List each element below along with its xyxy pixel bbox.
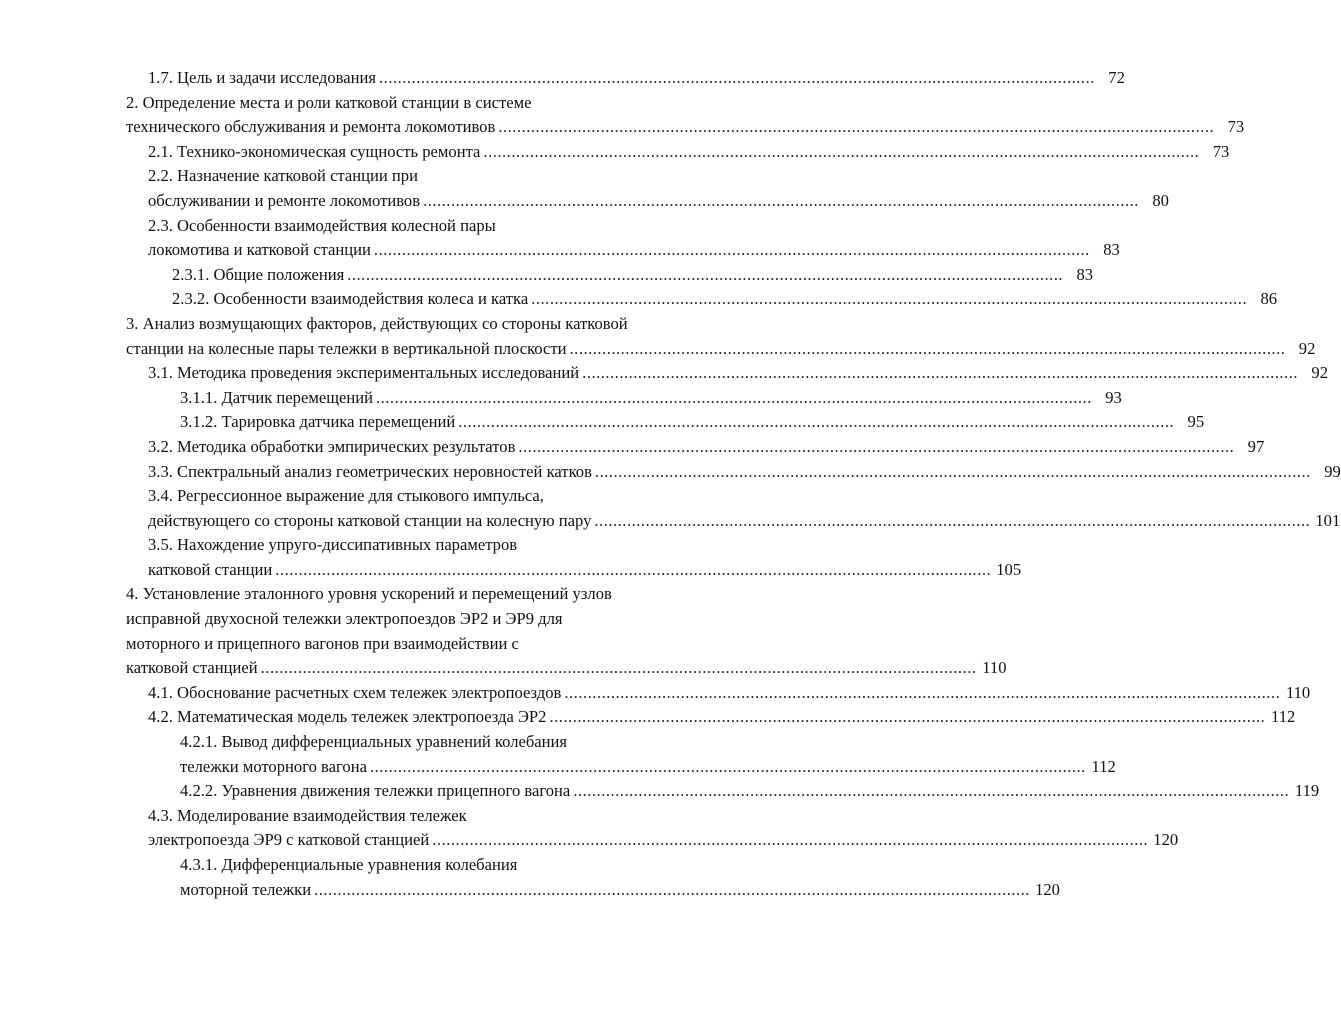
toc-entry-page: 110 [1285, 682, 1311, 702]
toc-entry-title: моторной тележки [180, 879, 312, 899]
toc-line [0, 779, 1320, 804]
toc-entry-page: 120 [1153, 830, 1179, 850]
dot-leader: .......................................................................................................................................................... [379, 68, 1095, 87]
toc-entry-title: действующего со стороны катковой станции на колесную пару [148, 510, 592, 530]
toc-entry-title: 3.1.2. Тарировка датчика перемещений [180, 412, 456, 432]
toc-entry-title: катковой станции [148, 559, 273, 579]
toc-entry-title: 2.3.2. Особенности взаимодействия колеса и катка [172, 289, 529, 309]
toc-entry-title: 4.2. Математическая модель тележек электропоезда ЭР2 [148, 707, 547, 727]
toc-line [0, 853, 794, 878]
toc-entry-page: 93 [1105, 387, 1122, 407]
dot-leader: .......................................................................................................................................................... [369, 756, 1086, 776]
toc-entry-title: локомотива и катковой станции [148, 240, 371, 260]
toc-line [0, 337, 1316, 362]
toc-entry-title: 4. Установление эталонного уровня ускорений и перемещений узлов [126, 584, 612, 604]
toc-line [0, 66, 1125, 91]
toc-entry-title: 2. Определение места и роли катковой станции в системе [126, 92, 532, 112]
toc-entry-title: 2.2. Назначение катковой станции при [148, 166, 418, 186]
toc-entry-page: 86 [1260, 289, 1278, 309]
toc-entry-page: 97 [1247, 436, 1265, 456]
dot-leader: .......................................................................................................................................................... [569, 338, 1286, 358]
toc-line [0, 632, 794, 657]
toc-line [0, 361, 1328, 386]
toc-line [0, 263, 1094, 288]
dot-leader: .......................................................................................................................................................... [594, 461, 1311, 481]
toc-entry-title: моторного и прицепного вагонов при взаимодействии с [126, 633, 519, 653]
toc-entry-page: 95 [1187, 412, 1205, 432]
toc-line [0, 386, 1122, 411]
toc-entry [148, 828, 1179, 853]
toc-line [0, 582, 794, 607]
dot-leader: .......................................................................................................................................................... [275, 559, 992, 579]
toc-entry-title: 3. Анализ возмущающих факторов, действующих со стороны катковой [126, 313, 628, 333]
table-of-contents [0, 66, 1341, 902]
toc-entry-page: 80 [1152, 190, 1169, 210]
toc-entry-title: 3.4. Регрессионное выражение для стыкового импульса, [148, 486, 544, 506]
toc-entry-page: 83 [1103, 240, 1120, 260]
toc-entry-title: 2.1. Технико-экономическая сущность ремонта [148, 141, 481, 161]
toc-entry [172, 263, 1094, 288]
toc-entry-page: 105 [996, 559, 1022, 579]
toc-line [0, 558, 1022, 583]
dot-leader: .......................................................................................................................................................... [531, 289, 1248, 309]
dot-leader: .......................................................................................................................................................... [458, 412, 1175, 432]
toc-entry-page: 99 [1324, 461, 1341, 481]
toc-entry [126, 115, 1245, 140]
toc-entry [126, 656, 1007, 681]
toc-entry-title: электропоезда ЭР9 с катковой станцией [148, 830, 430, 850]
toc-line [0, 681, 1311, 706]
toc-line [0, 804, 794, 829]
toc-entry-title: обслуживании и ремонте локомотивов [148, 190, 421, 210]
toc-line [0, 460, 1341, 485]
toc-entry [148, 361, 1328, 386]
toc-entry-title: 3.1. Методика проведения экспериментальных исследований [148, 363, 580, 383]
toc-line [0, 705, 1296, 730]
toc-entry-title: 4.1. Обоснование расчетных схем тележек электропоездов [148, 682, 562, 702]
toc-entry [148, 189, 1169, 214]
toc-entry [180, 779, 1320, 804]
toc-line [0, 730, 794, 755]
toc-entry-page: 112 [1271, 707, 1296, 727]
toc-entry-title: 4.3. Моделирование взаимодействия тележек [148, 805, 467, 825]
dot-leader: .......................................................................................................................................................... [582, 363, 1298, 383]
toc-line [0, 312, 794, 337]
toc-entry-title: 1.7. Цель и задачи исследования [148, 68, 377, 87]
dot-leader: .......................................................................................................................................................... [518, 436, 1235, 456]
toc-entry-page: 92 [1298, 338, 1316, 358]
toc-entry-page: 72 [1108, 68, 1125, 87]
toc-entry-page: 110 [982, 658, 1007, 678]
toc-entry-title: 3.3. Спектральный анализ геометрических неровностей катков [148, 461, 592, 481]
dot-leader: .......................................................................................................................................................... [347, 264, 1064, 284]
toc-entry [148, 558, 1022, 583]
toc-line [0, 509, 1341, 534]
toc-line [0, 189, 1169, 214]
toc-line [0, 828, 1179, 853]
toc-entry [148, 509, 1341, 534]
toc-entry-title: 3.1.1. Датчик перемещений [180, 387, 373, 407]
toc-line [0, 878, 1060, 903]
toc-entry-title: технического обслуживания и ремонта локомотивов [126, 117, 496, 137]
toc-entry-page: 83 [1076, 264, 1094, 284]
toc-entry-title: станции на колесные пары тележки в вертикальной плоскости [126, 338, 567, 358]
toc-entry-title: 2.3. Особенности взаимодействия колесной пары [148, 215, 496, 235]
toc-entry-title: 4.3.1. Дифференциальные уравнения колебания [180, 855, 518, 874]
dot-leader: .......................................................................................................................................................... [549, 707, 1266, 727]
dot-leader: .......................................................................................................................................................... [573, 781, 1290, 801]
toc-line [0, 164, 794, 189]
dot-leader: .......................................................................................................................................................... [498, 117, 1215, 137]
toc-entry-title: катковой станцией [126, 658, 258, 678]
dot-leader: .......................................................................................................................................................... [375, 387, 1092, 407]
toc-entry-page: 92 [1311, 363, 1328, 383]
toc-entry [180, 386, 1122, 411]
toc-line [0, 484, 794, 509]
toc-line [0, 607, 794, 632]
toc-line [0, 287, 1278, 312]
toc-entry-title: 3.5. Нахождение упруго-диссипативных параметров [148, 535, 518, 555]
toc-entry [148, 460, 1341, 485]
toc-entry [148, 66, 1125, 91]
toc-entry [148, 238, 1120, 263]
toc-entry [126, 337, 1316, 362]
toc-entry-page: 119 [1294, 781, 1320, 801]
dot-leader: .......................................................................................................................................................... [373, 240, 1090, 260]
toc-entry-page: 112 [1091, 756, 1116, 776]
toc-entry-title: 4.2.1. Вывод дифференциальных уравнений колебания [180, 732, 568, 752]
toc-entry-page: 120 [1035, 879, 1060, 899]
dot-leader: .......................................................................................................................................................... [483, 141, 1200, 161]
toc-entry-title: 2.3.1. Общие положения [172, 264, 345, 284]
toc-entry [180, 410, 1205, 435]
dot-leader: .......................................................................................................................................................... [564, 682, 1281, 702]
toc-entry [148, 705, 1296, 730]
toc-entry-title: исправной двухосной тележки электропоездов ЭР2 и ЭР9 для [126, 609, 563, 629]
toc-entry [148, 435, 1265, 460]
dot-leader: .......................................................................................................................................................... [432, 830, 1149, 850]
toc-line [0, 533, 794, 558]
toc-line [0, 214, 794, 239]
toc-entry [148, 140, 1230, 165]
toc-entry [148, 681, 1311, 706]
toc-line [0, 410, 1205, 435]
toc-entry-title: тележки моторного вагона [180, 756, 367, 776]
toc-line [0, 91, 794, 116]
toc-entry [180, 755, 1116, 780]
dot-leader: .......................................................................................................................................................... [260, 658, 977, 678]
toc-entry-page: 73 [1227, 117, 1245, 137]
toc-line [0, 435, 1265, 460]
toc-entry-title: 4.2.2. Уравнения движения тележки прицепного вагона [180, 781, 571, 801]
toc-line [0, 656, 1007, 681]
toc-line [0, 755, 1116, 780]
dot-leader: .......................................................................................................................................................... [423, 190, 1139, 210]
toc-line [0, 238, 1120, 263]
dot-leader: .......................................................................................................................................................... [314, 879, 1030, 899]
toc-line [0, 115, 1245, 140]
toc-entry [180, 878, 1060, 903]
toc-entry-page: 73 [1212, 141, 1230, 161]
toc-entry-page: 101 [1315, 510, 1341, 530]
toc-entry [172, 287, 1278, 312]
toc-entry-title: 3.2. Методика обработки эмпирических результатов [148, 436, 516, 456]
dot-leader: .......................................................................................................................................................... [594, 510, 1311, 530]
toc-line [0, 140, 1230, 165]
